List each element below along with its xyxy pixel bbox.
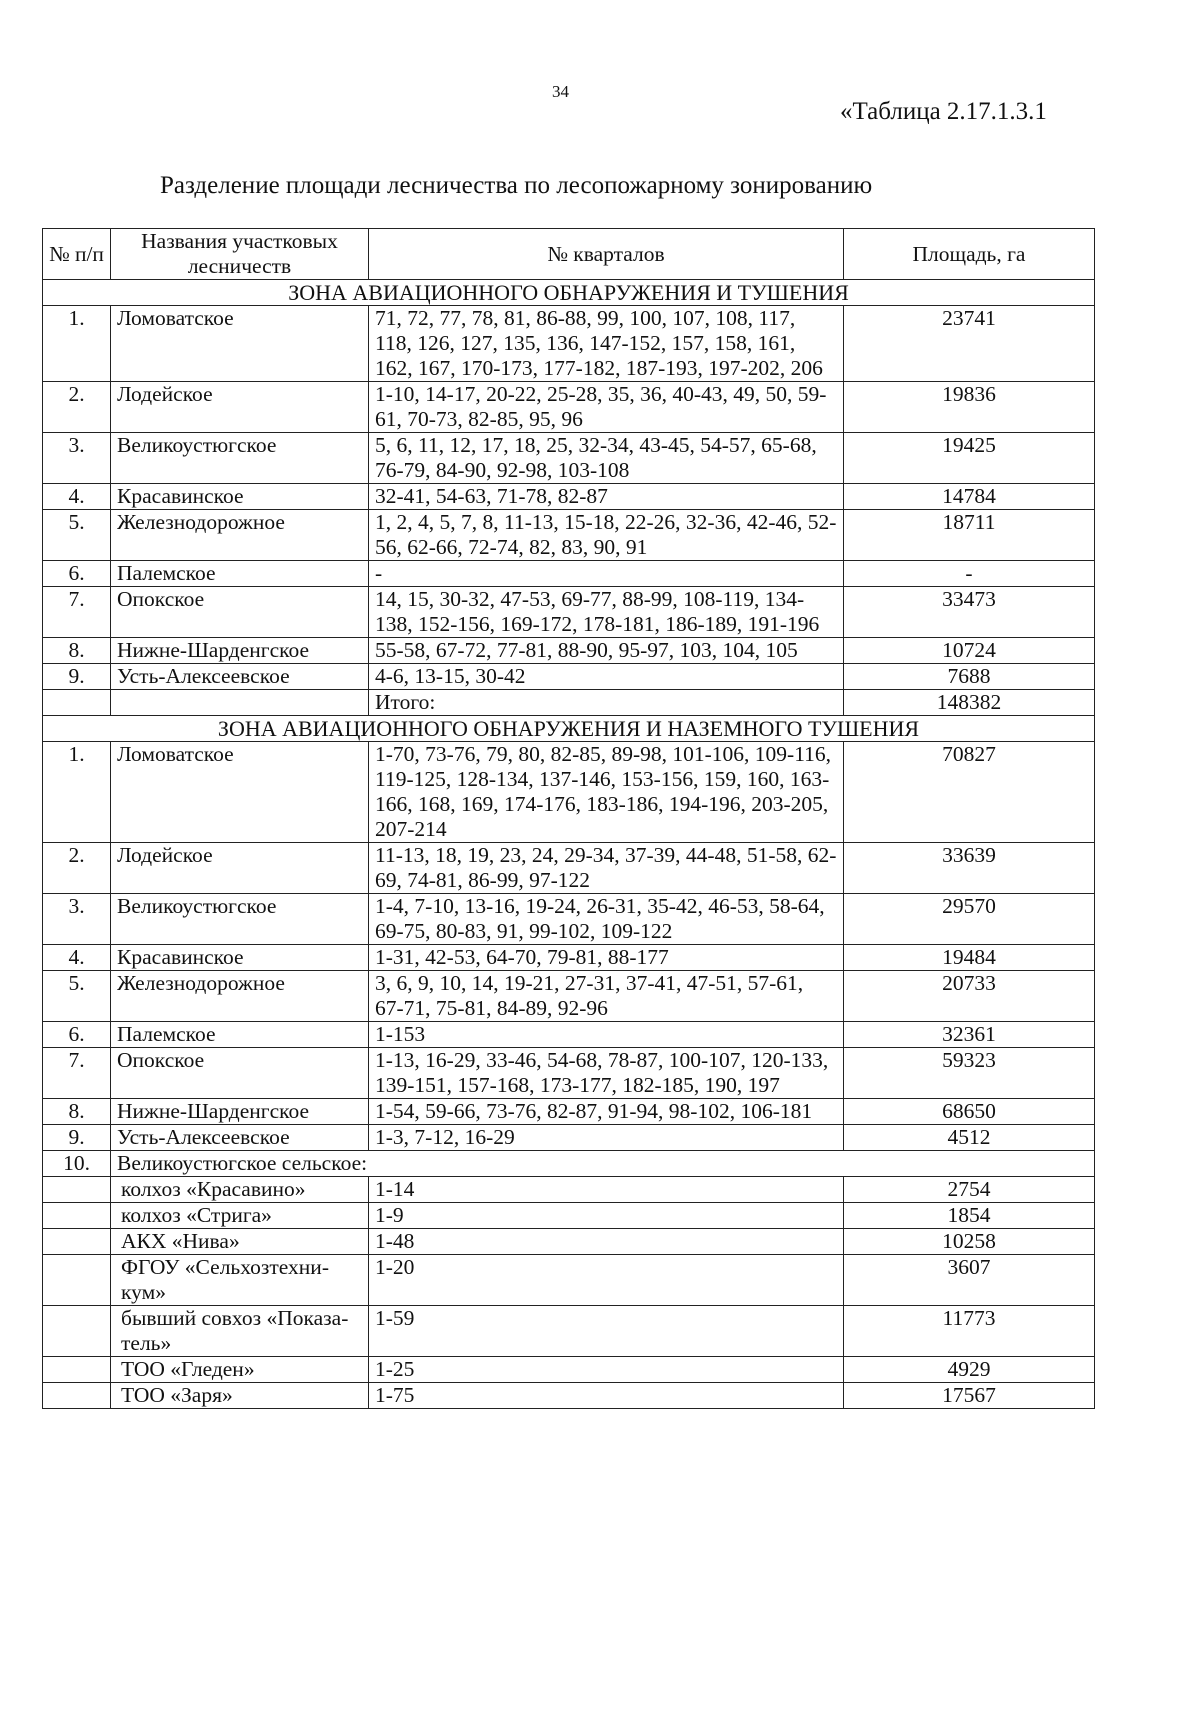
empty-cell [43,1255,111,1306]
area-value: 14784 [844,484,1095,510]
quarter-numbers: 14, 15, 30-32, 47-53, 69-77, 88-99, 108-119, 134-138, 152-156, 169-172, 178-181, 186-189, 191-196 [369,587,844,638]
forestry-name: Железнодорожное [111,510,369,561]
header-name: Названия участковых лесничеств [111,229,369,280]
forestry-name: Усть-Алексеевское [111,1125,369,1151]
quarter-numbers: 1-4, 7-10, 13-16, 19-24, 26-31, 35-42, 46-53, 58-64, 69-75, 80-83, 91, 99-102, 109-122 [369,894,844,945]
zone-title: ЗОНА АВИАЦИОННОГО ОБНАРУЖЕНИЯ И НАЗЕМНОГО ТУШЕНИЯ [43,716,1095,742]
forestry-name: Ломоватское [111,742,369,843]
area-value: 10724 [844,638,1095,664]
sub-row [43,1306,1095,1357]
table-label: «Таблица 2.17.1.3.1 [840,98,1047,125]
page-number: 34 [552,82,569,101]
empty-cell [43,1203,111,1229]
area-value: 29570 [844,894,1095,945]
row-number: 6. [43,561,111,587]
quarter-numbers: 32-41, 54-63, 71-78, 82-87 [369,484,844,510]
sub-row [43,1177,1095,1203]
sub-row [43,1357,1095,1383]
row-number: 5. [43,971,111,1022]
quarter-numbers: 1-31, 42-53, 64-70, 79-81, 88-177 [369,945,844,971]
area-value: 19836 [844,382,1095,433]
area-value: 17567 [844,1383,1095,1409]
quarter-numbers: 1, 2, 4, 5, 7, 8, 11-13, 15-18, 22-26, 32-36, 42-46, 52-56, 62-66, 72-74, 82, 83, 90, 91 [369,510,844,561]
area-value: 23741 [844,306,1095,382]
sub-row [43,1203,1095,1229]
row-number: 2. [43,843,111,894]
row-number: 8. [43,638,111,664]
area-value: 33639 [844,843,1095,894]
forestry-name: Палемское [111,561,369,587]
sub-row [43,1383,1095,1409]
quarter-numbers: 1-48 [369,1229,844,1255]
area-value: 18711 [844,510,1095,561]
quarter-numbers: 1-10, 14-17, 20-22, 25-28, 35, 36, 40-43, 49, 50, 59-61, 70-73, 82-85, 95, 96 [369,382,844,433]
total-value: 148382 [844,690,1095,716]
empty-cell [43,1177,111,1203]
quarter-numbers: 4-6, 13-15, 30-42 [369,664,844,690]
quarter-numbers: 1-75 [369,1383,844,1409]
row-number: 8. [43,1099,111,1125]
table-row [43,1048,1095,1099]
quarter-numbers: - [369,561,844,587]
sub-name: ФГОУ «Сельхозтехни-кум» [111,1255,369,1306]
row-number: 1. [43,742,111,843]
row-number: 7. [43,587,111,638]
row-number: 5. [43,510,111,561]
sub-name: ТОО «Заря» [111,1383,369,1409]
forestry-name: Усть-Алексеевское [111,664,369,690]
table-row [43,843,1095,894]
quarter-numbers: 3, 6, 9, 10, 14, 19-21, 27-31, 37-41, 47-51, 57-61, 67-71, 75-81, 84-89, 92-96 [369,971,844,1022]
table-row [43,382,1095,433]
row-number: 9. [43,1125,111,1151]
area-value: - [844,561,1095,587]
area-value: 33473 [844,587,1095,638]
forestry-name: Великоустюгское [111,433,369,484]
area-value: 11773 [844,1306,1095,1357]
forestry-name: Красавинское [111,945,369,971]
sub-name: бывший совхоз «Показа-тель» [111,1306,369,1357]
area-value: 10258 [844,1229,1095,1255]
forestry-name: Великоустюгское [111,894,369,945]
empty-cell [111,690,369,716]
area-value: 3607 [844,1255,1095,1306]
forestry-name: Лодейское [111,843,369,894]
table-row [43,664,1095,690]
header-num: № п/п [43,229,111,280]
table-body [43,280,1095,1409]
quarter-numbers: 1-20 [369,1255,844,1306]
table-row [43,945,1095,971]
forestry-name: Опокское [111,587,369,638]
row-number: 1. [43,306,111,382]
quarter-numbers: 1-25 [369,1357,844,1383]
area-value: 19425 [844,433,1095,484]
row-number: 3. [43,433,111,484]
forestry-name: Великоустюгское сельское: [111,1151,1095,1177]
quarter-numbers: 11-13, 18, 19, 23, 24, 29-34, 37-39, 44-48, 51-58, 62-69, 74-81, 86-99, 97-122 [369,843,844,894]
quarter-numbers: 1-70, 73-76, 79, 80, 82-85, 89-98, 101-106, 109-116, 119-125, 128-134, 137-146, 153-156, 159, 160, 163-166, 168, 169, 174-176, 183-186, 194-196, 203-205, 207-214 [369,742,844,843]
quarter-numbers: 1-3, 7-12, 16-29 [369,1125,844,1151]
table-row [43,561,1095,587]
quarter-numbers: 1-9 [369,1203,844,1229]
area-value: 2754 [844,1177,1095,1203]
empty-cell [43,1306,111,1357]
table-row [43,971,1095,1022]
row-number: 7. [43,1048,111,1099]
empty-cell [43,1229,111,1255]
table-row [43,638,1095,664]
table-row [43,1099,1095,1125]
area-value: 4929 [844,1357,1095,1383]
zone-title: ЗОНА АВИАЦИОННОГО ОБНАРУЖЕНИЯ И ТУШЕНИЯ [43,280,1095,306]
quarter-numbers: 71, 72, 77, 78, 81, 86-88, 99, 100, 107, 108, 117, 118, 126, 127, 135, 136, 147-152, 157, 158, 161, 162, 167, 170-173, 177-182, 187-193, 197-202, 206 [369,306,844,382]
table-row [43,1151,1095,1177]
row-number: 4. [43,945,111,971]
sub-name: АКХ «Нива» [111,1229,369,1255]
sub-name: колхоз «Красавино» [111,1177,369,1203]
quarter-numbers: 55-58, 67-72, 77-81, 88-90, 95-97, 103, 104, 105 [369,638,844,664]
table-row [43,433,1095,484]
forestry-name: Нижне-Шарденгское [111,1099,369,1125]
table-row [43,1022,1095,1048]
zoning-table [42,228,1095,1409]
zone-title-row [43,280,1095,306]
empty-cell [43,1383,111,1409]
area-value: 1854 [844,1203,1095,1229]
area-value: 32361 [844,1022,1095,1048]
row-number: 10. [43,1151,111,1177]
table-row [43,894,1095,945]
total-row [43,690,1095,716]
empty-cell [43,690,111,716]
sub-name: ТОО «Гледен» [111,1357,369,1383]
quarter-numbers: 1-13, 16-29, 33-46, 54-68, 78-87, 100-107, 120-133, 139-151, 157-168, 173-177, 182-185, 190, 197 [369,1048,844,1099]
header-area: Площадь, га [844,229,1095,280]
table-row [43,484,1095,510]
forestry-name: Лодейское [111,382,369,433]
header-row [43,229,1095,280]
table-row [43,510,1095,561]
sub-row [43,1255,1095,1306]
total-label: Итого: [369,690,844,716]
table-row [43,742,1095,843]
table-row [43,1125,1095,1151]
forestry-name: Опокское [111,1048,369,1099]
forestry-name: Железнодорожное [111,971,369,1022]
area-value: 20733 [844,971,1095,1022]
quarter-numbers: 1-14 [369,1177,844,1203]
area-value: 68650 [844,1099,1095,1125]
header-quarters: № кварталов [369,229,844,280]
table-row [43,306,1095,382]
row-number: 6. [43,1022,111,1048]
forestry-name: Ломоватское [111,306,369,382]
area-value: 19484 [844,945,1095,971]
area-value: 7688 [844,664,1095,690]
area-value: 59323 [844,1048,1095,1099]
zone-title-row [43,716,1095,742]
row-number: 2. [43,382,111,433]
area-value: 70827 [844,742,1095,843]
quarter-numbers: 1-153 [369,1022,844,1048]
quarter-numbers: 5, 6, 11, 12, 17, 18, 25, 32-34, 43-45, 54-57, 65-68, 76-79, 84-90, 92-98, 103-108 [369,433,844,484]
document-title: Разделение площади лесничества по лесопожарному зонированию [160,172,873,199]
sub-row [43,1229,1095,1255]
forestry-name: Палемское [111,1022,369,1048]
quarter-numbers: 1-54, 59-66, 73-76, 82-87, 91-94, 98-102, 106-181 [369,1099,844,1125]
row-number: 4. [43,484,111,510]
sub-name: колхоз «Стрига» [111,1203,369,1229]
table-row [43,587,1095,638]
forestry-name: Красавинское [111,484,369,510]
row-number: 9. [43,664,111,690]
row-number: 3. [43,894,111,945]
forestry-name: Нижне-Шарденгское [111,638,369,664]
empty-cell [43,1357,111,1383]
area-value: 4512 [844,1125,1095,1151]
quarter-numbers: 1-59 [369,1306,844,1357]
